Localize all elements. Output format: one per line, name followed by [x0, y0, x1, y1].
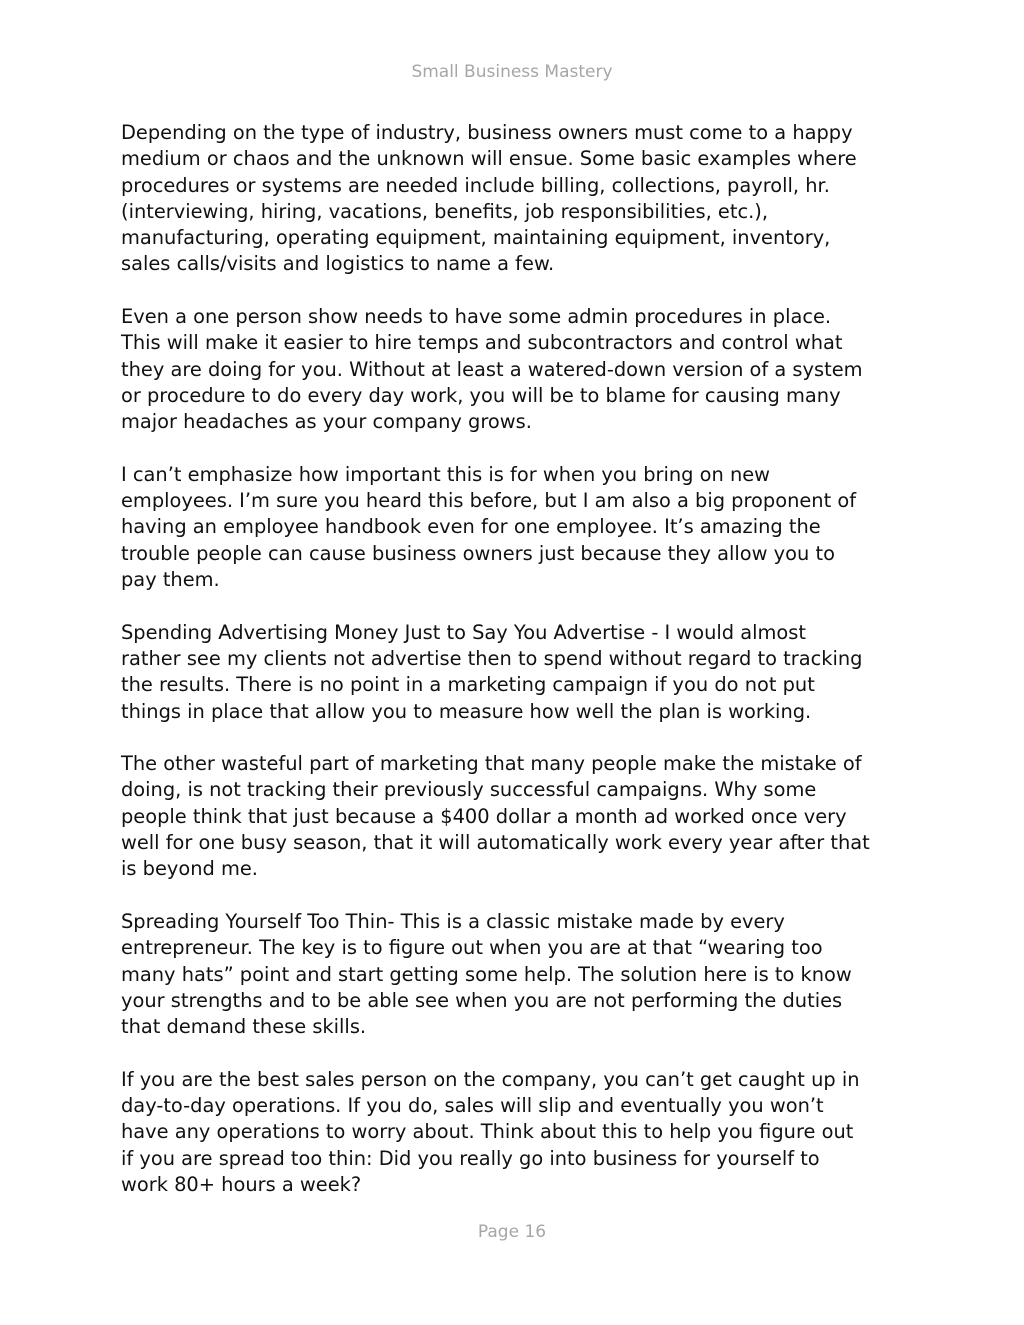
paragraph-5: The other wasteful part of marketing that many people make the mistake of doing, is not tracking their previously successful campaigns. Why some people think that just because a $400 dollar a month ad worked once very well for one busy season, that it will automatically work every year after that is beyond me. [121, 752, 870, 881]
paragraph-1: Depending on the type of industry, business owners must come to a happy medium or chaos and the unknown will ensue. Some basic examples where procedures or systems are needed include billing, collections, payroll, hr. (interviewing, hiring, vacations, benefits, job responsibilities, etc.), manufacturing, operating equipment, maintaining equipment, inventory, sales calls/visits and logistics to name a few. [121, 121, 857, 276]
paragraph-7: If you are the best sales person on the company, you can’t get caught up in day-to-day operations. If you do, sales will slip and eventually you won’t have any operations to worry about. Think about this to help you figure out if you are spread too thin: Did you really go into business for yourself to work 80+ hours a week? [121, 1067, 860, 1196]
page-number: Page 16 [477, 1222, 547, 1242]
paragraph-6: Spreading Yourself Too Thin- This is a classic mistake made by every entrepreneur. The key is to figure out when you are at that “wearing too many hats” point and start getting some help. The solution here is to know your strengths and to be able see when you are not performing the duties that demand these skills. [121, 909, 852, 1039]
paragraph-2: Even a one person show needs to have some admin procedures in place. This will make it easier to hire temps and subcontractors and control what they are doing for you. Without at least a watered-down version of a system or procedure to do every day work, you will be to blame for causing many major headaches as your company grows. [121, 305, 863, 434]
running-header: Small Business Mastery [411, 62, 613, 82]
body-text [121, 120, 911, 1224]
paragraph-4: Spending Advertising Money Just to Say You Advertise - I would almost rather see my clients not advertise then to spend without regard to tracking the results. There is no point in a marketing campaign if you do not put things in place that allow you to measure how well the plan is working. [121, 620, 863, 723]
paragraph-3: I can’t emphasize how important this is for when you bring on new employees. I’m sure you heard this before, but I am also a big proponent of having an employee handbook even for one employee. It’s amazing the trouble people can cause business owners just because they allow you to pay them. [121, 462, 857, 592]
